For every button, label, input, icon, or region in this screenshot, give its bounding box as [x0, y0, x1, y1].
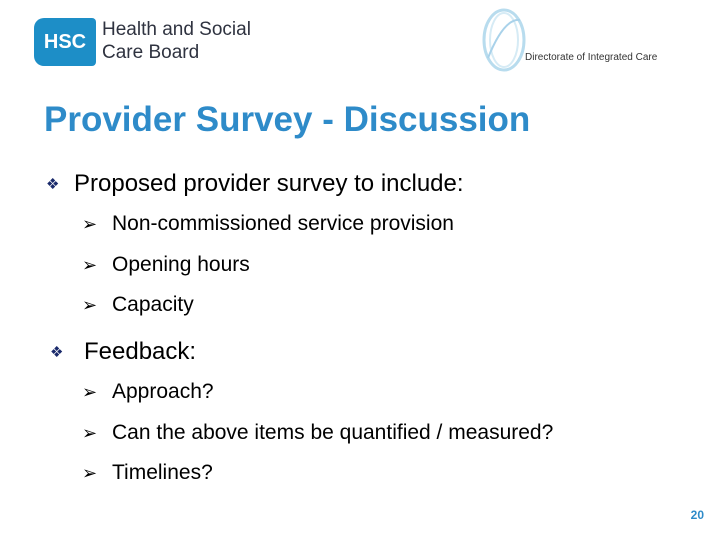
sub-bullet-item: [82, 380, 214, 404]
sub-bullet-item: [82, 253, 250, 277]
arrowhead-bullet-icon: ➢: [82, 422, 98, 443]
sub-bullet-text: Can the above items be quantified / measured?: [112, 421, 554, 444]
bullet-item: [50, 338, 196, 366]
bullet-text: Feedback:: [84, 338, 197, 365]
sub-bullet-item: [82, 461, 213, 485]
sub-bullet-text: Opening hours: [112, 253, 250, 276]
sub-bullet-text: Non-commissioned service provision: [112, 212, 454, 235]
bullet-text: Proposed provider survey to include:: [74, 170, 464, 197]
diamond-v-bullet-icon: ❖: [50, 344, 64, 361]
organisation-name-line-2: Care Board: [102, 42, 200, 63]
bullet-item: [46, 170, 464, 198]
sub-bullet-item: [82, 293, 194, 317]
arrowhead-bullet-icon: ➢: [82, 254, 98, 275]
swirl-logo-icon: [474, 8, 530, 72]
sub-bullet-item: [82, 212, 454, 236]
organisation-name: [102, 18, 251, 64]
sub-bullet-text: Timelines?: [112, 461, 213, 484]
arrowhead-bullet-icon: ➢: [82, 213, 98, 234]
page-number: 20: [690, 508, 704, 522]
sub-bullet-text: Capacity: [112, 293, 194, 316]
organisation-name-line-1: Health and Social: [102, 19, 251, 40]
arrowhead-bullet-icon: ➢: [82, 462, 98, 483]
directorate-name: Directorate of Integrated Care: [525, 52, 658, 63]
arrowhead-bullet-icon: ➢: [82, 381, 98, 402]
hsc-badge-label: HSC: [43, 30, 87, 53]
directorate-logo: [468, 8, 698, 72]
hsc-badge: [34, 18, 96, 66]
hsc-logo: [34, 18, 264, 68]
sub-bullet-item: [82, 421, 553, 445]
arrowhead-bullet-icon: ➢: [82, 294, 98, 315]
diamond-v-bullet-icon: ❖: [46, 176, 60, 193]
slide-title: Provider Survey - Discussion: [44, 100, 531, 139]
sub-bullet-text: Approach?: [112, 380, 214, 403]
